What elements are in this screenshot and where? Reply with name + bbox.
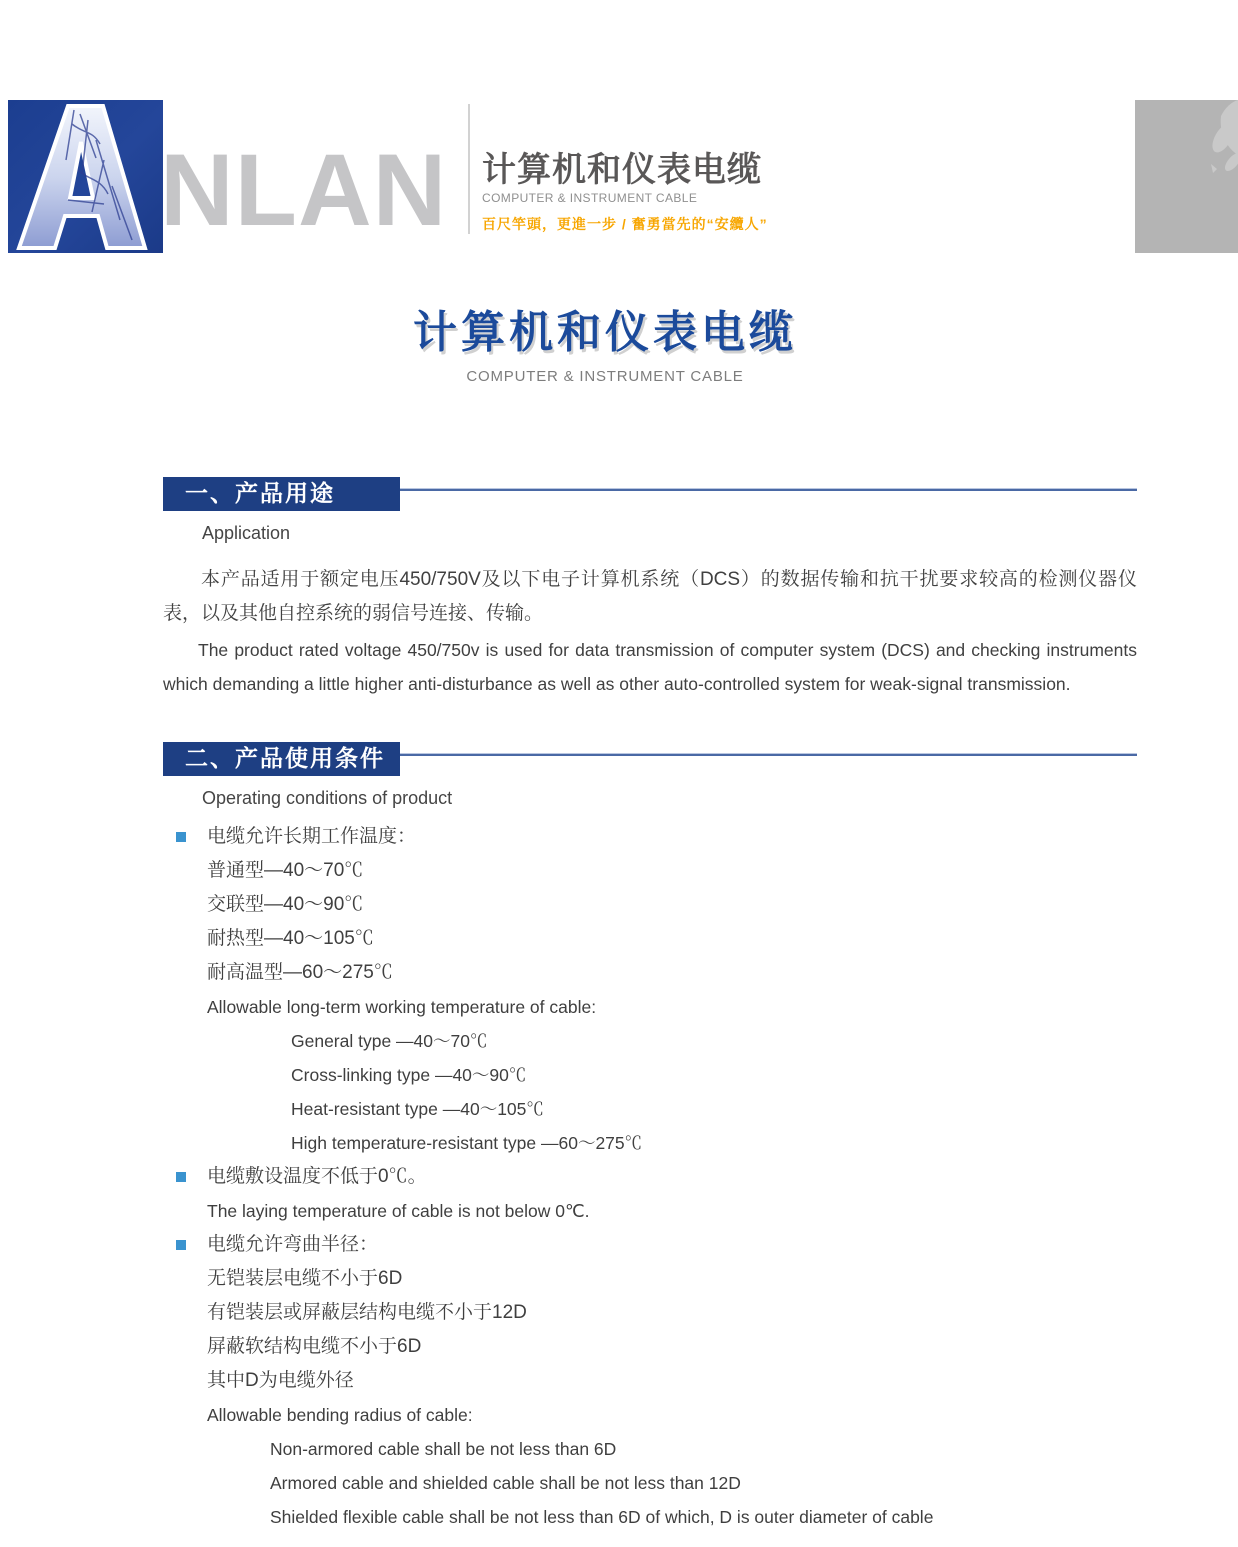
list-item [163, 1126, 1137, 1160]
list-item [163, 990, 1137, 1024]
list-item-text: High temperature-resistant type —60～275℃ [291, 1133, 643, 1153]
list-item [163, 1194, 1137, 1228]
list-item-text: General type —40～70℃ [291, 1031, 488, 1051]
conditions-list [163, 820, 1137, 1534]
list-item-text: The laying temperature of cable is not below 0℃. [207, 1201, 590, 1221]
section-heading-rule [400, 753, 1137, 756]
header-text-block [482, 150, 1042, 234]
list-item [163, 1024, 1137, 1058]
section-heading: 二、产品使用条件 [163, 742, 400, 776]
list-item-text: 屏蔽软结构电缆不小于6D [207, 1336, 422, 1357]
list-item-text: Cross-linking type —40～90℃ [291, 1065, 527, 1085]
square-bullet-icon [176, 1240, 186, 1250]
list-item-text: 其中D为电缆外径 [207, 1370, 354, 1391]
header-slogan: 百尺竿頭，更進一步 / 奮勇當先的“安纜人” [482, 216, 768, 232]
section-heading-row [163, 742, 1137, 776]
list-item-text: Allowable long-term working temperature of cable: [207, 997, 597, 1017]
square-bullet-icon [176, 832, 186, 842]
list-item-text: Non-armored cable shall be not less than 6D [270, 1439, 617, 1459]
application-paragraph-cn: 本产品适用于额定电压450/750V及以下电子计算机系统（DCS）的数据传输和抗干扰要求较高的检测仪器仪表，以及其他自控系统的弱信号连接、传输。 [163, 569, 1137, 624]
list-item [163, 922, 1137, 956]
section-application [163, 477, 1137, 701]
list-item-text: Heat-resistant type —40～105℃ [291, 1099, 544, 1119]
list-item-text: Shielded flexible cable shall be not less than 6D of which, D is outer diameter of cable [270, 1507, 934, 1527]
page-title: 计算机和仪表电缆 [413, 308, 797, 357]
section-heading-row [163, 477, 1137, 511]
header-product-name-cn: 计算机和仪表电缆 [482, 151, 762, 189]
section-subheading: Application [202, 523, 291, 543]
list-item-text: 电缆敷设温度不低于0℃。 [207, 1166, 427, 1187]
list-item-text: 耐高温型—60～275℃ [207, 962, 393, 983]
list-item [163, 1364, 1137, 1398]
anlan-logo [8, 100, 163, 253]
header-photo-placeholder [1135, 100, 1238, 253]
list-item [163, 1296, 1137, 1330]
header-product-name-en: COMPUTER & INSTRUMENT CABLE [482, 191, 698, 205]
list-item [163, 1500, 1137, 1534]
list-item-text: 交联型—40～90℃ [207, 894, 364, 915]
section-heading-rule [400, 488, 1137, 491]
section-heading: 一、产品用途 [163, 477, 400, 511]
section-operating-conditions [163, 742, 1137, 1534]
list-item-text: Armored cable and shielded cable shall be not less than 12D [270, 1473, 741, 1493]
list-item [163, 1262, 1137, 1296]
list-item-text: 普通型—40～70℃ [207, 860, 364, 881]
list-item [163, 888, 1137, 922]
page-title-block [0, 296, 1210, 385]
logo-wordmark: NLAN [160, 133, 448, 247]
list-item [163, 854, 1137, 888]
logo-letter-a-icon [8, 100, 163, 253]
list-item-text: 电缆允许弯曲半径： [207, 1234, 379, 1255]
list-item-text: 耐热型—40～105℃ [207, 928, 374, 949]
list-item-text: Allowable bending radius of cable: [207, 1405, 473, 1425]
list-item [163, 1432, 1137, 1466]
list-item [163, 1330, 1137, 1364]
section-subheading: Operating conditions of product [202, 788, 453, 808]
list-item [163, 1160, 1137, 1194]
list-item-text: 有铠装层或屏蔽层结构电缆不小于12D [207, 1302, 527, 1323]
square-bullet-icon [176, 1172, 186, 1182]
list-item [163, 1228, 1137, 1262]
list-item-text: 电缆允许长期工作温度： [207, 826, 417, 847]
leaf-decoration-icon [1135, 100, 1238, 253]
list-item [163, 1398, 1137, 1432]
list-item [163, 1092, 1137, 1126]
application-paragraph-en: The product rated voltage 450/750v is used for data transmission of computer system (DCS) and checking instruments which demanding a little higher anti-disturbance as well as other auto-controlled system for weak-signal transmission. [163, 640, 1137, 694]
header-divider [468, 104, 470, 234]
list-item [163, 1058, 1137, 1092]
list-item [163, 820, 1137, 854]
list-item [163, 956, 1137, 990]
list-item-text: 无铠装层电缆不小于6D [207, 1268, 403, 1289]
page-subtitle: COMPUTER & INSTRUMENT CABLE [466, 368, 744, 385]
list-item [163, 1466, 1137, 1500]
